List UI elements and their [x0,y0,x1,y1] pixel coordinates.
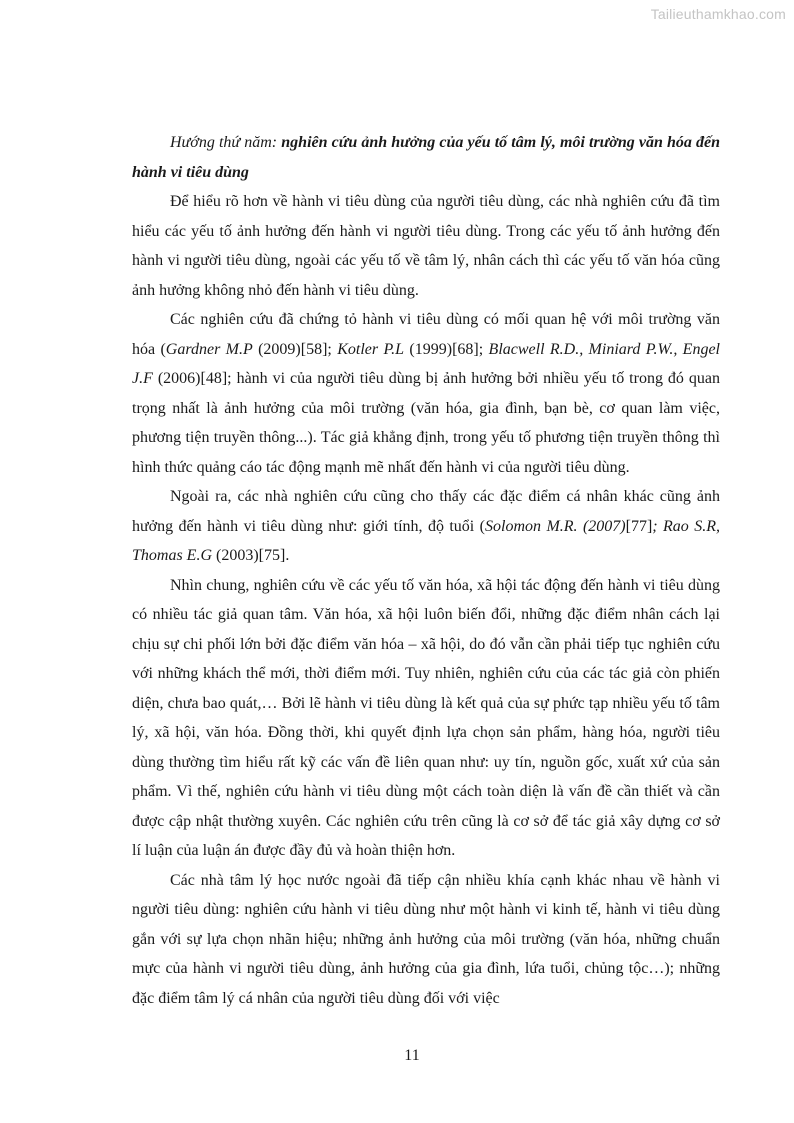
citation-rao: ; Rao S.R, Thomas E.G [132,517,721,564]
p2-text-1: Các nghiên cứu đã chứng tỏ hành vi tiêu dùng có mối quan hệ với môi trường văn hóa ( [132,311,720,358]
section-heading [132,128,720,187]
watermark: Tailieuthamkhao.com [650,6,786,22]
p2-text-4: (2006)[48]; hành vi của người tiêu dùng bị ảnh hưởng bởi nhiều yếu tố trong đó quan trọng nhất là ảnh hưởng của môi trường (văn hóa, gia đình, bạn bè, cơ quan làm việc, phương tiện truyền thông...). Tác giả khẳng định, trong yếu tố phương tiện truyền thông thì hình thức quảng cáo tác động mạnh mẽ nhất đến hành vi của người tiêu dùng. [132,370,720,476]
paragraph-3 [132,482,720,571]
p3-text-2: [77] [625,517,653,535]
citation-gardner: Gardner M.P [165,340,253,358]
citation-blacwell: Blacwell R.D., Miniard P.W., Engel J.F [132,340,720,387]
document-body [132,128,720,1013]
paragraph-2 [132,305,720,482]
paragraph-5: Các nhà tâm lý học nước ngoài đã tiếp cận nhiều khía cạnh khác nhau về hành vi người tiêu dùng: nghiên cứu hành vi tiêu dùng như một hành vi kinh tế, hành vi tiêu dùng gắn với sự lựa chọn nhãn hiệu; những ảnh hưởng của môi trường (văn hóa, những chuẩn mực của hành vi người tiêu dùng, ảnh hưởng của gia đình, lứa tuổi, chủng tộc…); những đặc điểm tâm lý cá nhân của người tiêu dùng đối với việc [132,871,720,1007]
citation-kotler: Kotler P.L [337,340,405,358]
citation-solomon: Solomon M.R. (2007) [485,517,626,535]
heading-title: nghiên cứu ảnh hưởng của yếu tố tâm lý, môi trường văn hóa đến hành vi tiêu dùng [132,134,721,181]
heading-lead: Hướng thứ năm: [170,134,278,151]
p2-text-2: (2009)[58]; [252,340,338,358]
page-number: 11 [404,1047,420,1064]
p3-text-3: (2003)[75]. [212,547,290,564]
p3-text-1: Ngoài ra, các nhà nghiên cứu cũng cho thấy các đặc điểm cá nhân khác cũng ảnh hưởng đến hành vi tiêu dùng như: giới tính, độ tuổi ( [132,488,720,535]
p2-text-3: (1999)[68]; [404,340,489,358]
paragraph-4: Nhìn chung, nghiên cứu về các yếu tố văn hóa, xã hội tác động đến hành vi tiêu dùng có nhiều tác giả quan tâm. Văn hóa, xã hội luôn biến đổi, những đặc điểm nhân cách lại chịu sự chi phối lớn bởi đặc điểm văn hóa – xã hội, do đó vẫn cần phải tiếp tục nghiên cứu với những khách thể mới, thời điểm mới. Tuy nhiên, nghiên cứu của các tác giả còn phiến diện, chưa bao quát,… Bởi lẽ hành vi tiêu dùng là kết quả của sự phức tạp nhiều yếu tố tâm lý, xã hội, văn hóa. Đồng thời, khi quyết định lựa chọn sản phẩm, hàng hóa, người tiêu dùng thường tìm hiểu rất kỹ các vấn đề liên quan như: uy tín, nguồn gốc, xuất xứ của sản phẩm. Vì thế, nghiên cứu hành vi tiêu dùng một cách toàn diện là vấn đề cần thiết và cần được cập nhật thường xuyên. Các nghiên cứu trên cũng là cơ sở để tác giả xây dựng cơ sở lí luận của luận án được đầy đủ và hoàn thiện hơn. [132,576,720,859]
paragraph-1: Để hiểu rõ hơn về hành vi tiêu dùng của người tiêu dùng, các nhà nghiên cứu đã tìm hiểu các yếu tố ảnh hưởng đến hành vi người tiêu dùng. Trong các yếu tố ảnh hưởng đến hành vi người tiêu dùng, ngoài các yếu tố về tâm lý, nhân cách thì các yếu tố văn hóa cũng ảnh hưởng không nhỏ đến hành vi tiêu dùng. [132,193,720,299]
